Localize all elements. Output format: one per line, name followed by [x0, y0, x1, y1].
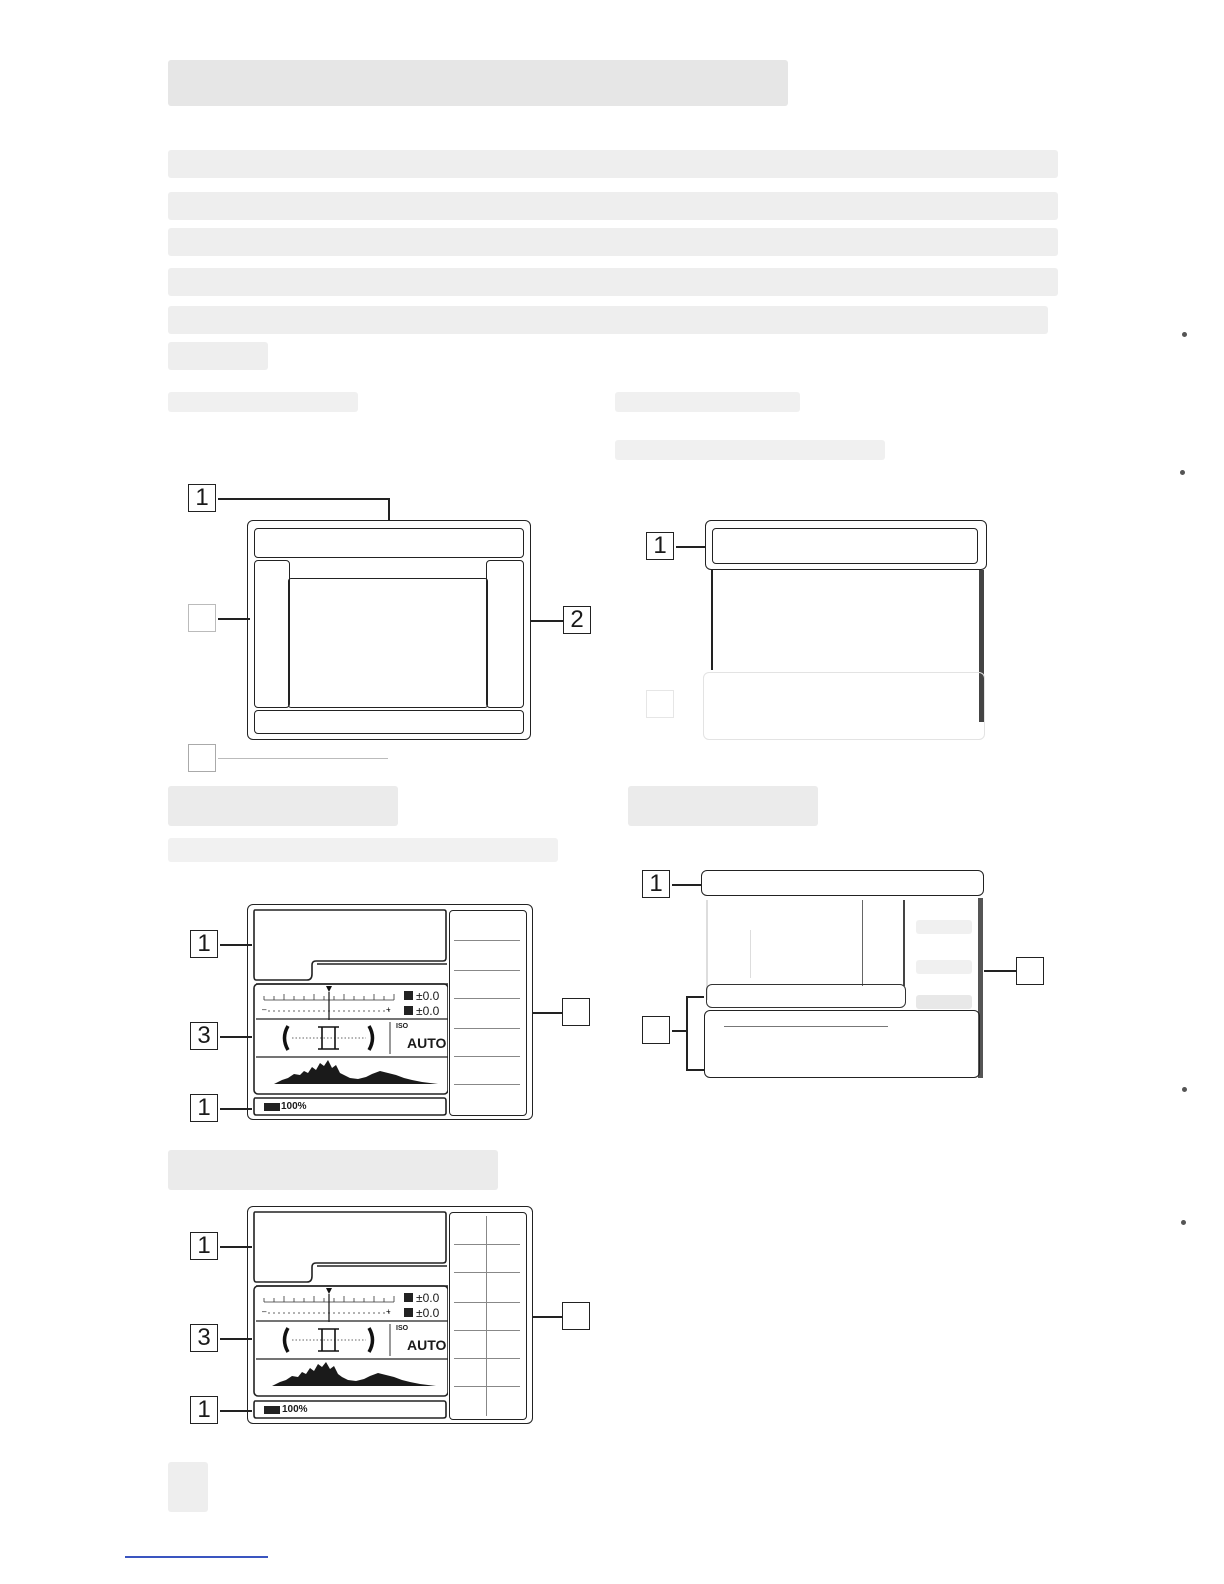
leader-line [220, 944, 252, 946]
exposure-comp-value: ±0.0 [416, 1291, 440, 1305]
flash-comp-value: ±0.0 [416, 1306, 440, 1320]
callout-number: 1 [190, 1232, 218, 1260]
margin-mark [1182, 1087, 1187, 1092]
info-divider [862, 900, 863, 986]
leader-line [672, 1030, 686, 1032]
leader-line [220, 1246, 252, 1248]
battery-icon [264, 1103, 280, 1111]
histogram [272, 1362, 436, 1386]
battery-level: 100% [282, 1404, 308, 1415]
leader-line [676, 546, 706, 548]
faded-text-line [168, 268, 1058, 296]
info-line [724, 1026, 888, 1027]
iso-label: ISO [396, 1325, 409, 1332]
faded-section-title [168, 1150, 498, 1190]
top-info-area [254, 528, 524, 558]
flash-comp-icon [404, 1006, 413, 1015]
faded-info [916, 960, 972, 974]
top-info-inner [712, 528, 978, 564]
callout-number: 3 [190, 1324, 218, 1352]
faded-text-line [168, 306, 1048, 334]
footer-rule [125, 1556, 268, 1558]
leader-line [530, 620, 563, 622]
screen-edge [711, 570, 713, 670]
callout-number: 3 [190, 1022, 218, 1050]
margin-mark [1181, 1220, 1186, 1225]
leader-line [220, 1108, 252, 1110]
callout-blank [1016, 957, 1044, 985]
iso-label: ISO [396, 1023, 409, 1030]
callout-number: 1 [646, 532, 674, 560]
faded-subhead [615, 392, 800, 412]
bracket-line [686, 996, 704, 998]
center-image-area [288, 578, 488, 708]
top-info-area [254, 910, 446, 980]
callout-number [188, 604, 216, 632]
iso-value: AUTO [407, 1337, 447, 1353]
exposure-indicator [326, 1288, 332, 1294]
callout-number: 1 [190, 1094, 218, 1122]
leader-line [533, 1012, 562, 1014]
top-info-area [701, 870, 984, 896]
shutter-bracket-left [285, 1328, 289, 1352]
leader-line [220, 1410, 252, 1412]
margin-mark [1180, 470, 1185, 475]
svg-text:–: – [262, 1307, 267, 1316]
leader-line [984, 970, 1017, 972]
bottom-info-area [703, 672, 985, 740]
faded-info [916, 920, 972, 934]
svg-text:+: + [386, 1005, 391, 1014]
callout-number [562, 998, 590, 1026]
leader-line [218, 498, 388, 500]
battery-level: 100% [281, 1101, 307, 1112]
faded-section-title [168, 786, 398, 826]
exposure-indicator [326, 986, 332, 992]
faded-text-line [168, 192, 1058, 220]
callout-number: 1 [642, 870, 670, 898]
flash-comp-value: ±0.0 [416, 1004, 440, 1018]
bottom-info-area [254, 710, 524, 734]
margin-mark [1182, 332, 1187, 337]
bottom-info-area [704, 1010, 980, 1078]
info-bracket [706, 984, 906, 1008]
leader-line [220, 1338, 252, 1340]
svg-text:–: – [262, 1005, 267, 1014]
exposure-comp-icon [404, 991, 413, 1000]
faded-subhead [168, 392, 358, 412]
leader-line [533, 1316, 562, 1318]
shutter-bracket-right [369, 1026, 373, 1050]
info-divider [903, 900, 905, 986]
svg-text:+: + [386, 1307, 391, 1316]
info-divider [750, 930, 751, 978]
faded-info [916, 995, 972, 1009]
bracket-line [686, 996, 688, 1070]
leader-line [388, 498, 390, 520]
callout-number [188, 744, 216, 772]
histogram [274, 1060, 438, 1084]
leader-line [672, 884, 702, 886]
faded-text-line [168, 150, 1058, 178]
battery-icon [264, 1406, 280, 1414]
callout-number: 1 [190, 930, 218, 958]
callout-number: 2 [563, 606, 591, 634]
faded-text-line [168, 342, 268, 370]
faded-subhead [615, 440, 885, 460]
left-info-area [254, 560, 290, 708]
right-info-area [486, 560, 524, 708]
iso-value: AUTO [407, 1035, 447, 1051]
callout-number [646, 690, 674, 718]
flash-comp-icon [404, 1308, 413, 1317]
leader-line [220, 1036, 252, 1038]
faded-heading [168, 60, 788, 106]
faded-text-line [168, 838, 558, 862]
faded-text-line [168, 228, 1058, 256]
exposure-comp-value: ±0.0 [416, 989, 440, 1003]
callout-number [562, 1302, 590, 1330]
leader-line [218, 758, 388, 759]
callout-number: 1 [188, 484, 216, 512]
callout-number: 1 [190, 1396, 218, 1424]
exposure-comp-icon [404, 1293, 413, 1302]
top-info-area [254, 1212, 446, 1282]
faded-page-number [168, 1462, 208, 1512]
shutter-bracket-right [369, 1328, 373, 1352]
panel-divider [256, 1266, 448, 1286]
leader-line [218, 618, 250, 620]
panel-divider [256, 964, 448, 984]
callout-number [642, 1016, 670, 1044]
bracket-line [686, 1069, 704, 1071]
faded-section-title [628, 786, 818, 826]
shutter-bracket-left [285, 1026, 289, 1050]
